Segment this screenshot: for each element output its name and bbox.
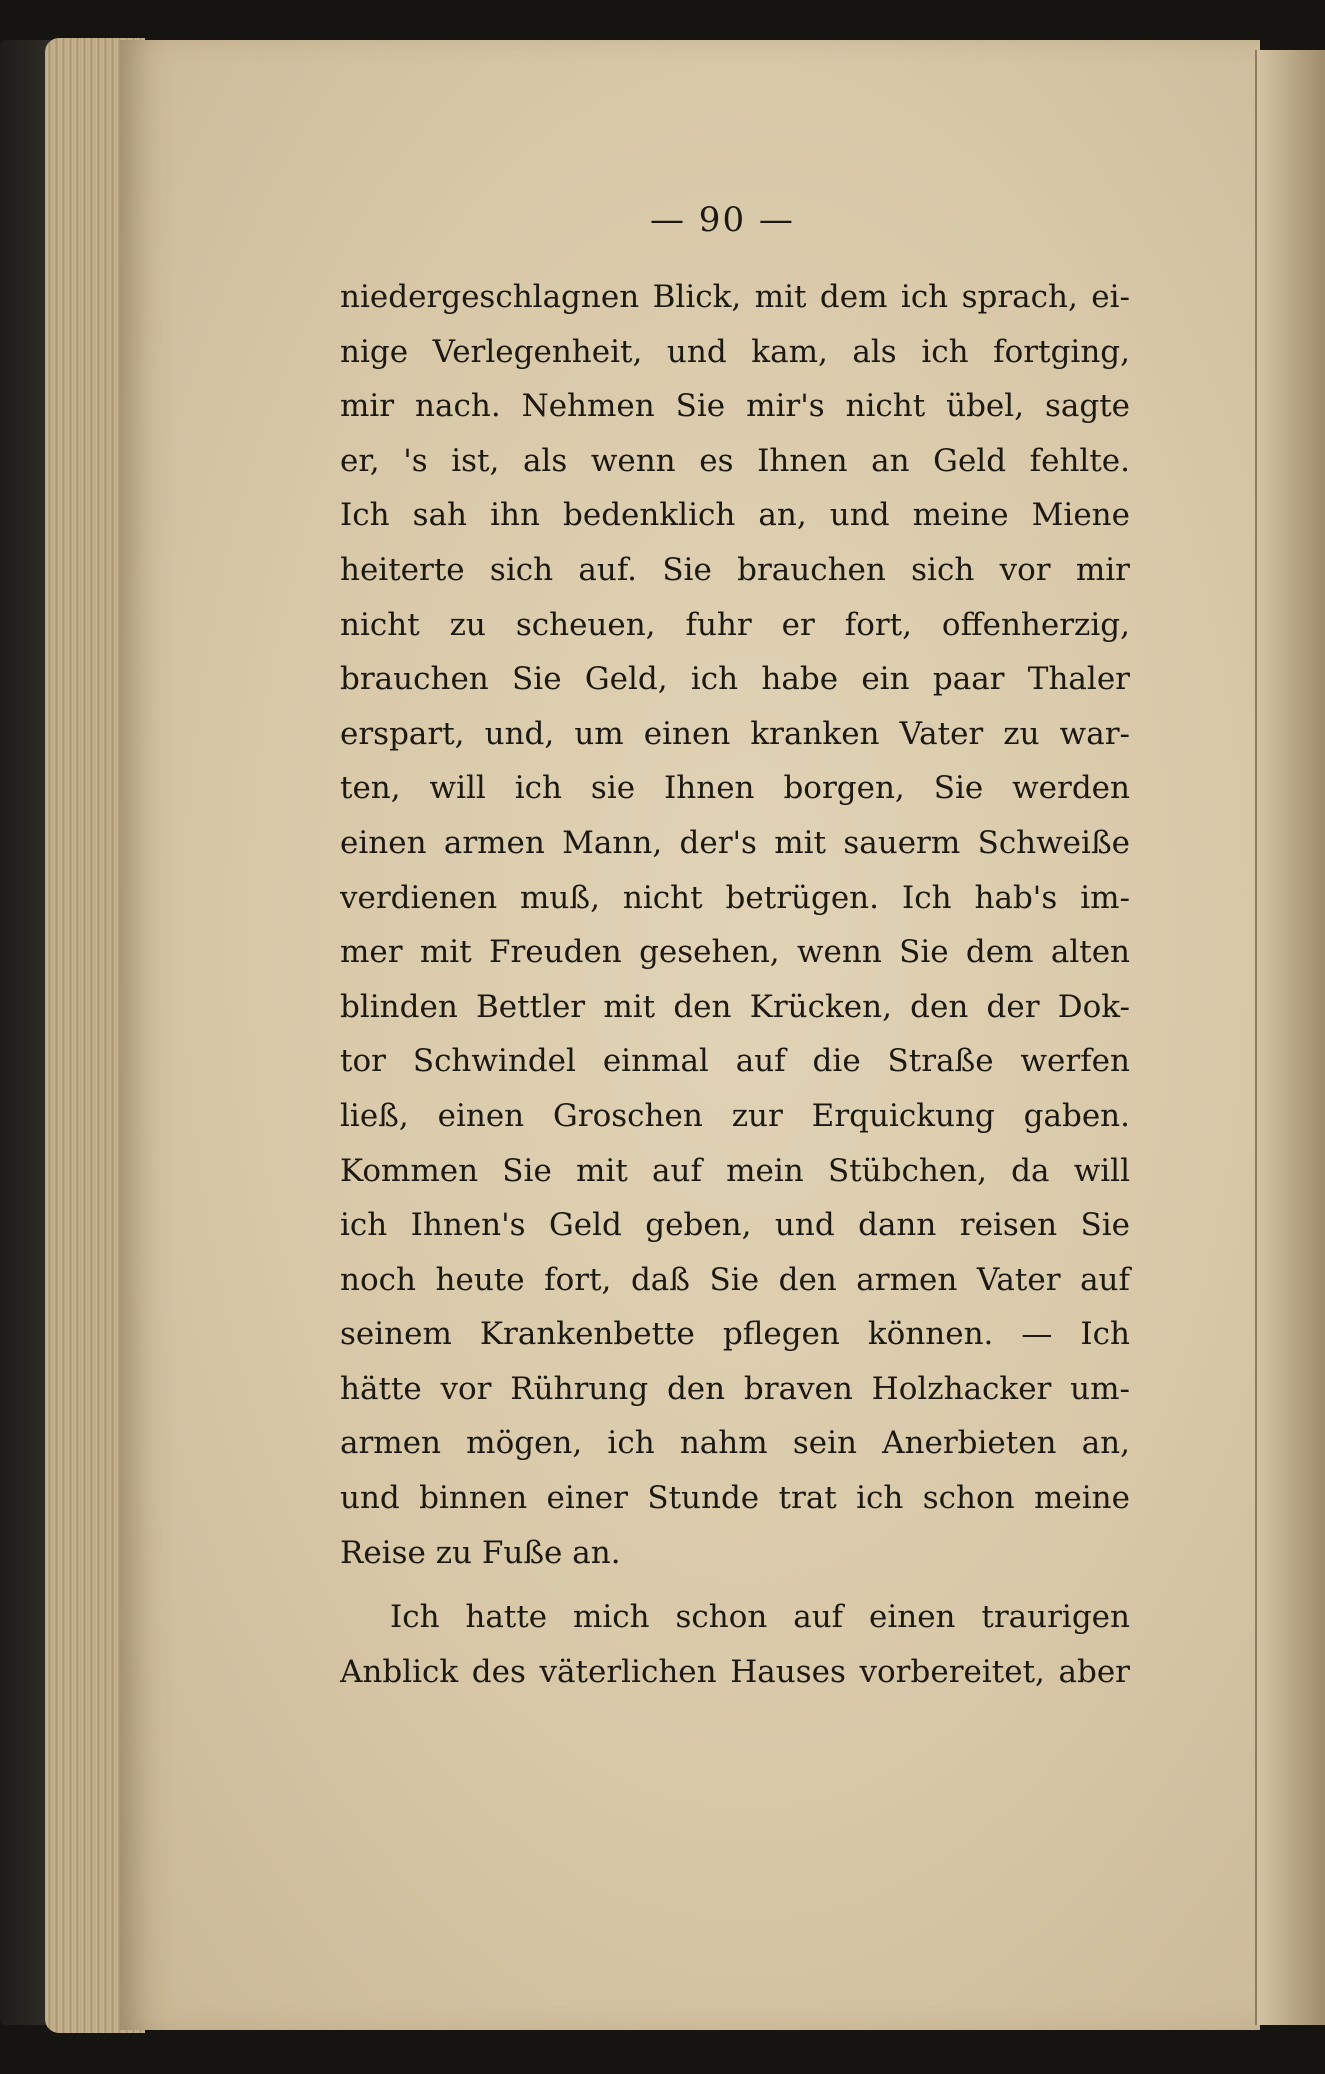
text-line: erspart, und, um einen kranken Vater zu war-	[340, 715, 1130, 752]
text-line: seinem Krankenbette pflegen können. — Ich	[340, 1316, 1130, 1353]
text-line: heiterte sich auf. Sie brauchen sich vor mir	[340, 551, 1130, 588]
text-line: mir nach. Nehmen Sie mir's nicht übel, sagte	[340, 388, 1130, 425]
facing-page-edge	[1255, 50, 1325, 2025]
text-line: Anblick des väterlichen Hauses vorbereitet, aber	[340, 1653, 1130, 1690]
text-line: ließ, einen Groschen zur Erquickung gaben.	[340, 1097, 1130, 1134]
text-line: mer mit Freuden gesehen, wenn Sie dem alten	[340, 934, 1130, 971]
text-line: tor Schwindel einmal auf die Straße werfen	[340, 1043, 1130, 1080]
text-line: und binnen einer Stunde trat ich schon meine	[340, 1480, 1130, 1517]
body-text	[340, 270, 1130, 1699]
text-line: Ich hatte mich schon auf einen traurigen	[390, 1599, 1130, 1636]
text-line: einen armen Mann, der's mit sauerm Schweiße	[340, 824, 1130, 861]
text-line: Ich sah ihn bedenklich an, und meine Miene	[340, 497, 1130, 534]
text-line: niedergeschlagnen Blick, mit dem ich sprach, ei-	[340, 279, 1130, 315]
text-line: armen mögen, ich nahm sein Anerbieten an,	[340, 1425, 1130, 1462]
text-line: er, 's ist, als wenn es Ihnen an Geld fehlte.	[340, 442, 1130, 479]
text-line: Reise zu Fuße an.	[340, 1534, 621, 1571]
text-line: noch heute fort, daß Sie den armen Vater auf	[340, 1261, 1130, 1298]
text-line: nicht zu scheuen, fuhr er fort, offenherzig,	[340, 606, 1130, 643]
text-line: ich Ihnen's Geld geben, und dann reisen Sie	[340, 1207, 1130, 1244]
page-number: — 90 —	[650, 200, 795, 240]
text-line: hätte vor Rührung den braven Holzhacker um-	[340, 1370, 1130, 1407]
text-line: brauchen Sie Geld, ich habe ein paar Thaler	[340, 661, 1130, 698]
text-line: ten, will ich sie Ihnen borgen, Sie werden	[340, 770, 1130, 807]
text-line: Kommen Sie mit auf mein Stübchen, da will	[340, 1152, 1130, 1189]
text-line: verdienen muß, nicht betrügen. Ich hab's im-	[340, 879, 1130, 916]
text-line: nige Verlegenheit, und kam, als ich fortging,	[340, 333, 1130, 370]
text-line: blinden Bettler mit den Krücken, den der Dok-	[340, 988, 1130, 1025]
